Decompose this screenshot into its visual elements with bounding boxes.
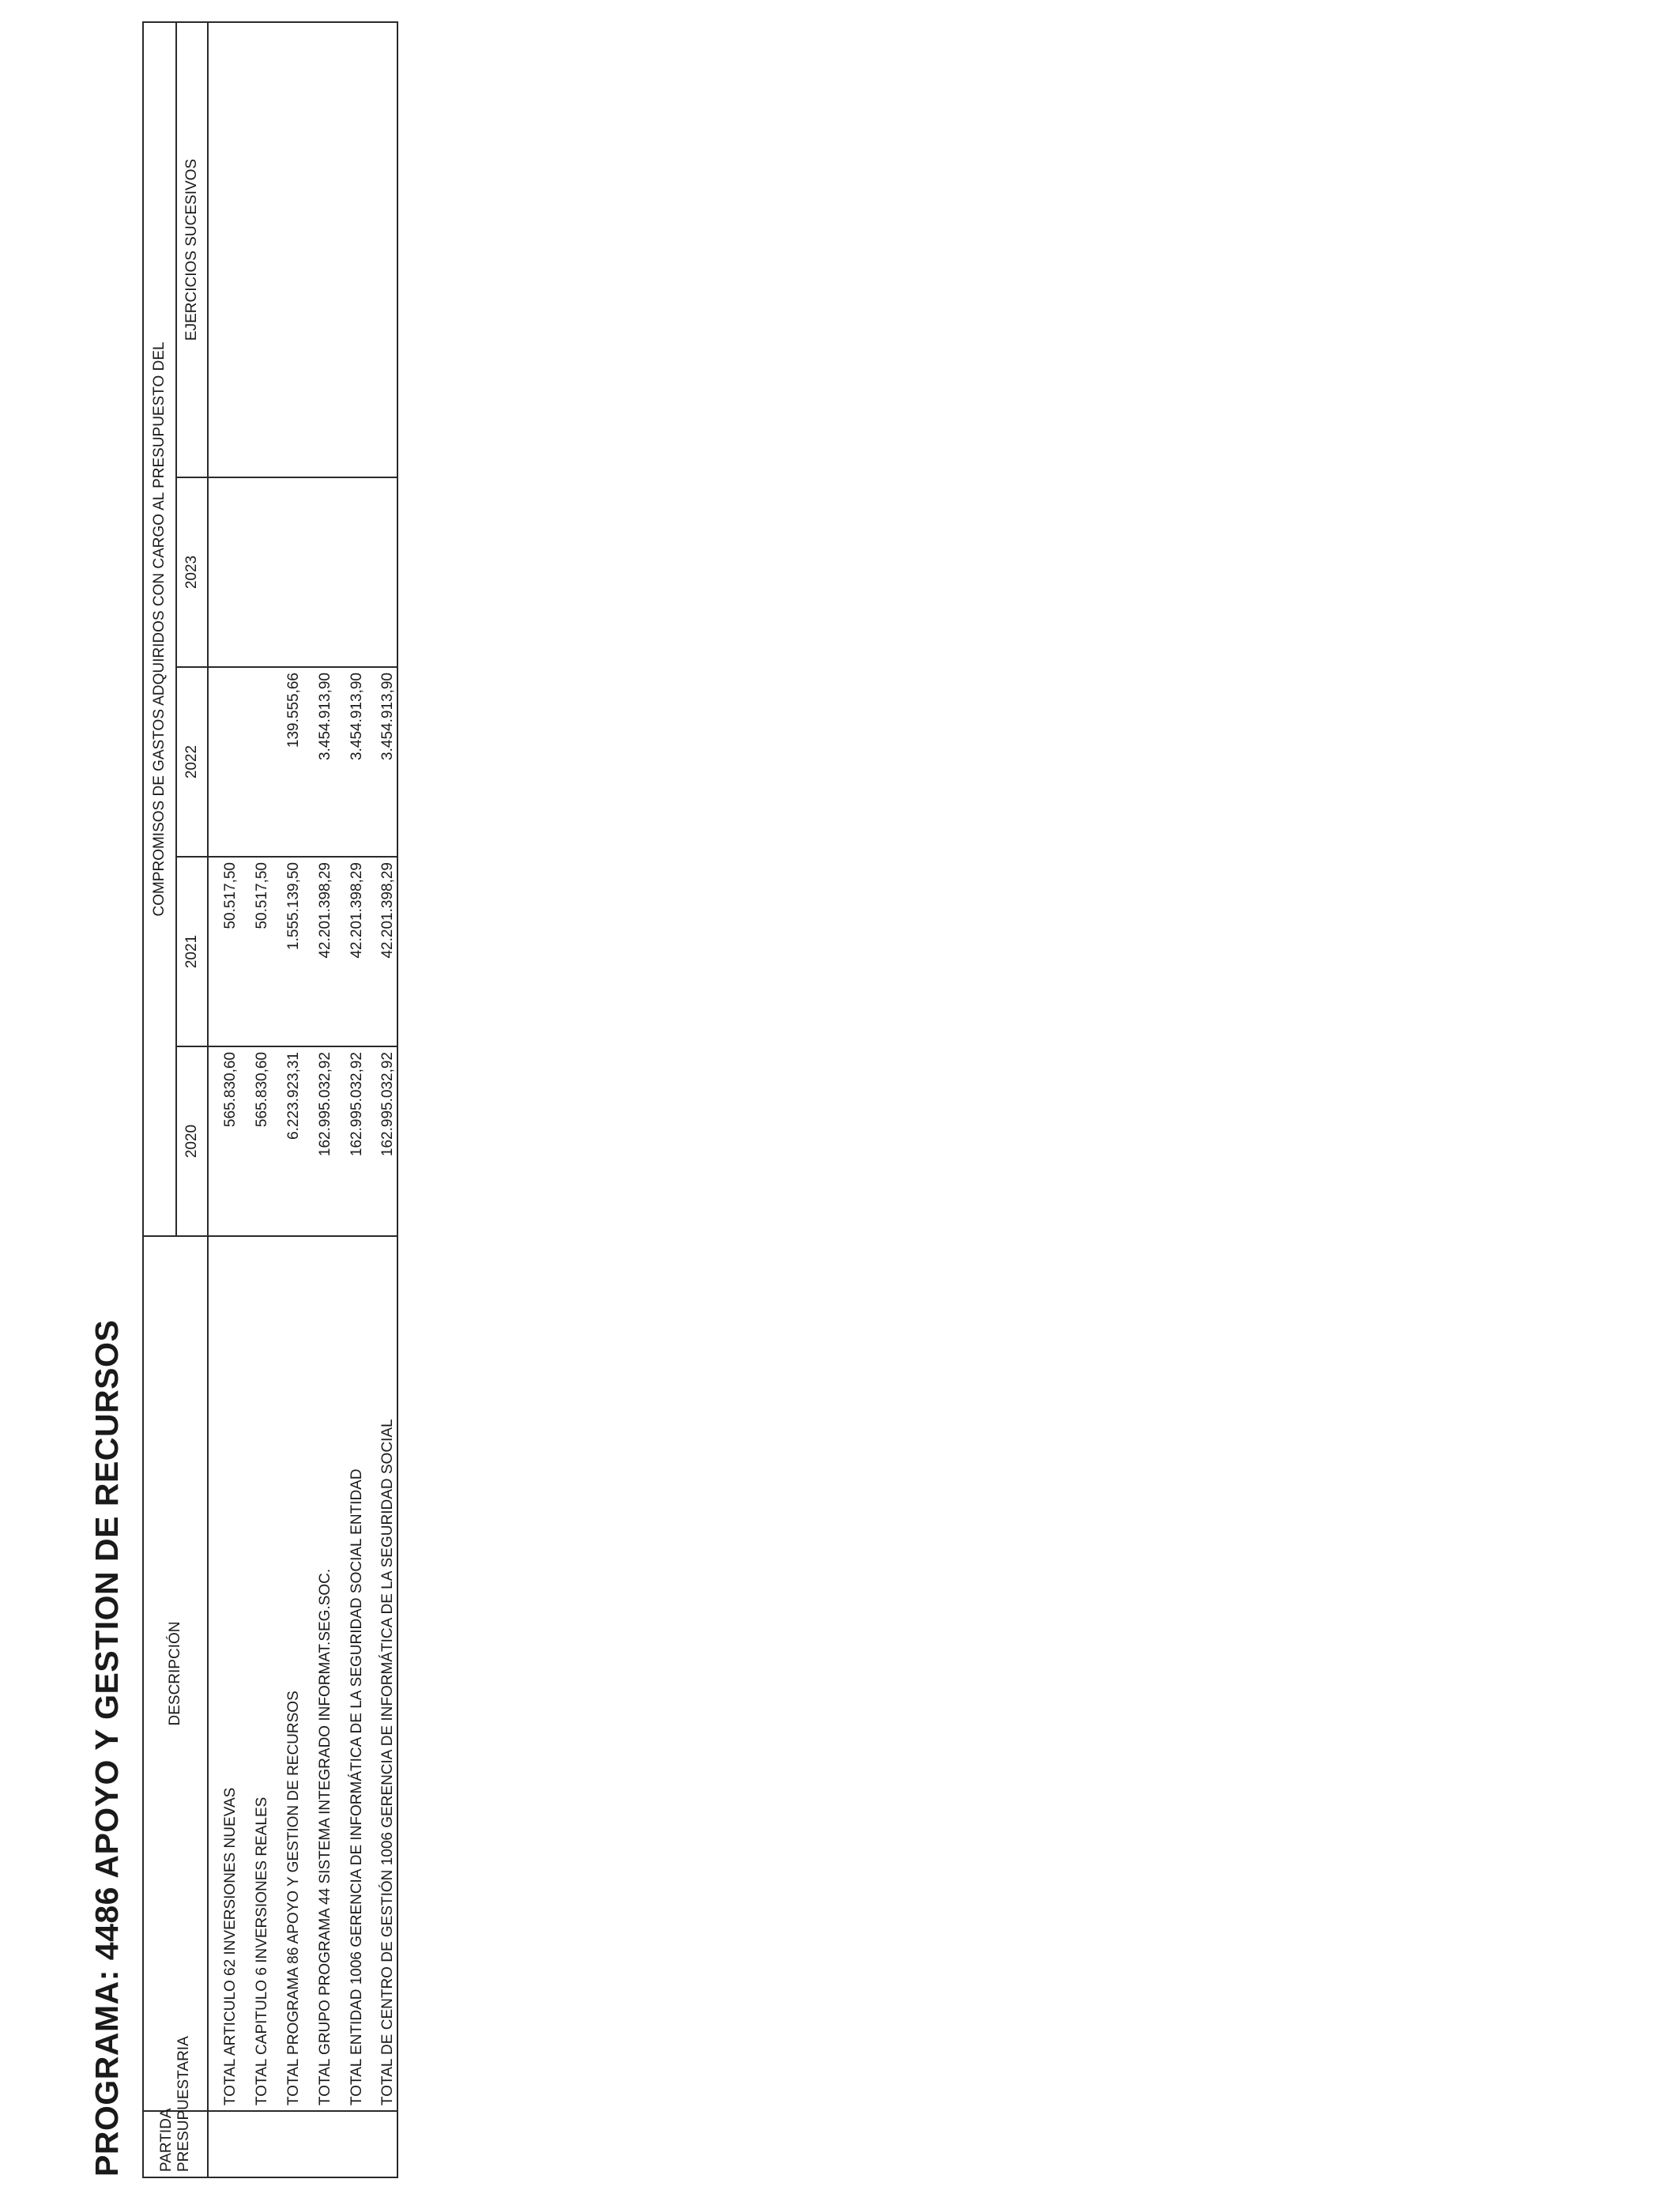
- cell-2023: [208, 477, 239, 667]
- header-row-top: [143, 22, 176, 2177]
- cell-2021: 42.201.398,29: [334, 857, 366, 1046]
- header-year-2023: 2023: [176, 477, 208, 667]
- cell-2021: 50.517,50: [239, 857, 271, 1046]
- cell-2020: 162.995.032,92: [366, 1046, 397, 1236]
- cell-sucesivos: [271, 22, 303, 477]
- cell-2022: 139.555,66: [271, 667, 303, 857]
- header-partida: [143, 2036, 208, 2177]
- cell-descripcion: TOTAL GRUPO PROGRAMA 44 SISTEMA INTEGRADO INFORMAT.SEG.SOC.: [303, 1236, 334, 2111]
- cell-descripcion: TOTAL DE CENTRO DE GESTIÓN 1006 GERENCIA DE INFORMÁTICA DE LA SEGURIDAD SOCIAL: [366, 1236, 397, 2111]
- table-row: [334, 22, 366, 2177]
- cell-2020: 6.223.923,31: [271, 1046, 303, 1236]
- cell-partida: [303, 2111, 334, 2177]
- cell-2023: [303, 477, 334, 667]
- cell-2022: [208, 667, 239, 857]
- cell-2020: 565.830,60: [239, 1046, 271, 1236]
- cell-descripcion: TOTAL PROGRAMA 86 APOYO Y GESTION DE RECURSOS: [271, 1236, 303, 2111]
- cell-2023: [334, 477, 366, 667]
- cell-sucesivos: [334, 22, 366, 477]
- cell-partida: [239, 2111, 271, 2177]
- cell-2023: [271, 477, 303, 667]
- cell-2021: 50.517,50: [208, 857, 239, 1046]
- header-partida-line1: PARTIDA: [158, 2108, 175, 2172]
- cell-2020: 565.830,60: [208, 1046, 239, 1236]
- cell-partida: [271, 2111, 303, 2177]
- cell-descripcion: TOTAL ENTIDAD 1006 GERENCIA DE INFORMÁTICA DE LA SEGURIDAD SOCIAL ENTIDAD: [334, 1236, 366, 2111]
- cell-2023: [366, 477, 397, 667]
- table-row: [239, 22, 271, 2177]
- cell-2020: 162.995.032,92: [303, 1046, 334, 1236]
- cell-sucesivos: [366, 22, 397, 477]
- header-descripcion: DESCRIPCIÓN: [143, 1236, 208, 2111]
- table-row: [366, 22, 397, 2177]
- cell-partida: [208, 2111, 239, 2177]
- header-compromisos: COMPROMISOS DE GASTOS ADQUIRIDOS CON CARGO AL PRESUPUESTO DEL: [143, 22, 176, 1236]
- header-year-2022: 2022: [176, 667, 208, 857]
- table-row: [208, 22, 239, 2177]
- cell-2020: 162.995.032,92: [334, 1046, 366, 1236]
- cell-2022: 3.454.913,90: [303, 667, 334, 857]
- cell-2021: 1.555.139,50: [271, 857, 303, 1046]
- cell-2022: 3.454.913,90: [334, 667, 366, 857]
- cell-descripcion: TOTAL ARTICULO 62 INVERSIONES NUEVAS: [208, 1236, 239, 2111]
- page-title: PROGRAMA: 4486 APOYO Y GESTION DE RECURSOS: [89, 1319, 125, 2177]
- cell-partida: [334, 2111, 366, 2177]
- header-ejercicios-sucesivos: EJERCICIOS SUCESIVOS: [176, 22, 208, 477]
- cell-2021: 42.201.398,29: [303, 857, 334, 1046]
- cell-sucesivos: [239, 22, 271, 477]
- cell-descripcion: TOTAL CAPITULO 6 INVERSIONES REALES: [239, 1236, 271, 2111]
- cell-partida: [366, 2111, 397, 2177]
- cell-2021: 42.201.398,29: [366, 857, 397, 1046]
- table-row: [303, 22, 334, 2177]
- table-row: [271, 22, 303, 2177]
- cell-sucesivos: [208, 22, 239, 477]
- cell-2023: [239, 477, 271, 667]
- header-year-2020: 2020: [176, 1046, 208, 1236]
- header-partida-line2: PRESUPUESTARIA: [175, 2036, 192, 2172]
- cell-sucesivos: [303, 22, 334, 477]
- header-year-2021: 2021: [176, 857, 208, 1046]
- cell-2022: 3.454.913,90: [366, 667, 397, 857]
- cell-2022: [239, 667, 271, 857]
- budget-commitments-table: [142, 21, 398, 2178]
